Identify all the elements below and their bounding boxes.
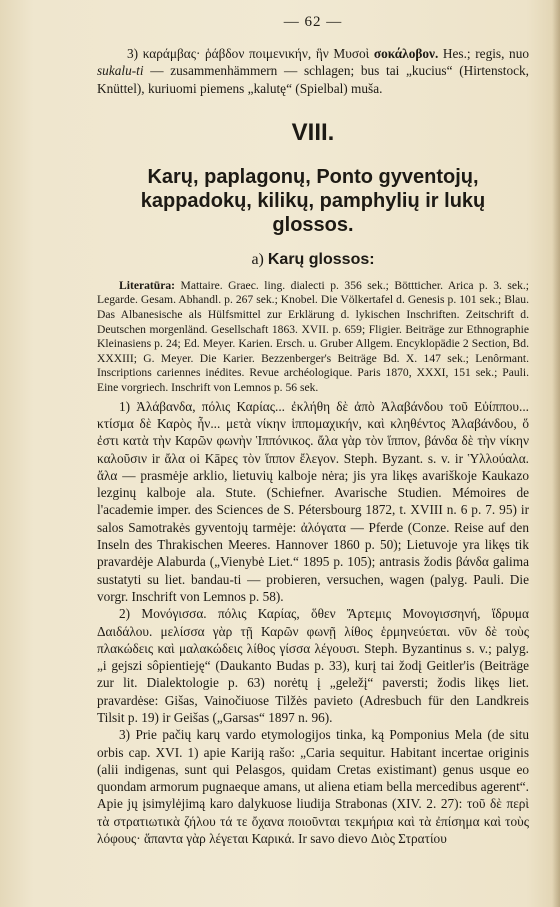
subsection-heading xyxy=(97,251,529,269)
page-number: — 62 — xyxy=(283,14,343,30)
intro-body: — zusammenhämmern — schlagen; bus tai „kucius“ (Hirtenstock, Knüttel), kuriuomi piemens „kalutę“ (Spielbal) muša. xyxy=(97,63,529,96)
intro-greek-word: σοκάλοβον. xyxy=(369,46,439,61)
literature-text: Mattaire. Graec. ling. dialecti p. 356 sek.; Böttticher. Arica p. 3. sek.; Legarde. Gesam. Abhandl. p. 267 sek.; Knobel. Die Völkertafel d. Genesis p. 101 sek.; Blau. Das Albanesische als Hülfsmittel zur Erklärung d. lykischen Inschriften. Zeitschrift d. Deutschen morgenländ. Gesellschaft 1863. XVII. p. 659; Fligier. Beiträge zur Ethnographie Kleinasiens p. 24; Ed. Meyer. Karien. Ersch. u. Gruber Allgem. Encyklopädie 2 Section, Bd. XXXIII; G. Meyer. Die Karier. Bezzenberger's Beiträge Bd. X. 147 sek.; Lenôrmant. Inscriptions cariennes inédites. Revue archéologique. Paris 1870, XXXI, 151 sek.; Pauli. Eine vorgriech. Inschrift von Lemnos p. 56 sek. xyxy=(97,278,529,395)
intro-paragraph xyxy=(97,45,529,97)
subsection-prefix: a) xyxy=(251,250,268,268)
paragraph-3: 3) Prie pačių karų vardo etymologijos tinka, ką Pomponius Mela (de situ orbis cap. XVI. 1) apie Kariją rašo: „Caria sequitur. Habitant incertae originis (alii indigenas, sunt qui Pelasgos, quidam Cretas existimant) genus usque eo quondam armorum pugnaeque amans, ut aliena etiam bella mercedibus agerent“. Apie jų įsimylėjimą karo dalykuose liudija Strabonas (XIV. 2. 27): τοῦ δὲ περὶ τὰ στρατιωτικὰ ζήλου τά τε ὄχανα ποιοῦνται τεκμήρια καὶ τὰ ἐπίσημα καὶ τοὺς λόφους· ἅπαντα γὰρ λέγεται Καρικά. Ir savo dievo Διὸς Στρατίου xyxy=(97,727,529,847)
intro-sukalu: sukalu-ti xyxy=(97,63,144,79)
intro-rest: Hes.; regis, nuo xyxy=(438,46,529,61)
chapter-heading: VIII. xyxy=(291,118,335,146)
literature-label: Literatūra: xyxy=(119,278,176,292)
intro-greek-lead: 3) καράμβας· ῥάβδον ποιμενικήν, ἣν Μυσοὶ xyxy=(127,46,370,61)
page-content xyxy=(97,14,529,847)
page-edge-shadow xyxy=(552,0,560,907)
subsection-text: Karų glossos: xyxy=(267,250,375,268)
paragraph-1: 1) Ἀλάβανδα, πόλις Καρίας... ἐκλήθη δὲ ἀπὸ Ἀλαβάνδου τοῦ Εὐίππου... κτίσμα δὲ Καρὸς ἦν... μετὰ νίκην ἱππομαχικήν, καὶ κληθέντος Ἀλαβάνδου, ὅ ἐστι κατὰ τὴν Καρῶν φωνὴν Ἱππόνικος. ἄλα γὰρ τὸν ἵππον, βάνδα δὲ τὴν νίκην καλοῦσιν ir ἄλα oi Kāpες τὸν ἵππον ἔλεγον. Steph. Byzant. s. v. ir Ὑλλούαλα. ἄλα — prasmėje arklio, lietuvių kalboje nėra; jis yra likęs avariškoje Kaukazo lezginų kalboje ala. Stute. (Schiefner. Avarische Studien. Mémoires de l'academie imper. des Sciences de S. Pétersbourg 1872, t. XVIII n. 6 p. 7. 95) ir salos Samotrakės gyventojų tarmėje: ἀλόγατα — Pferde (Conze. Reise auf den Inseln des Thrakischen Meeres. Hannover 1860 p. 50); Lietuvoje yra likęs tik pravardėje Alaburda („Vienybė Liet.“ 1895 p. 105); antrasis žodis βάνδα galima sustatyti su liet. bandau-ti — probieren, versuchen, wagen (palyg. Pauli. Die vorgr. Inschrift von Lemnos p. 58). xyxy=(97,398,529,604)
section-title: Karų, paplagonų, Ponto gyventojų, kappadokų, kilikų, pamphylių ir lukų glossos. xyxy=(140,165,486,236)
paragraph-2: 2) Μονόγισσα. πόλις Καρίας, ὅθεν Ἄρτεμις Μονογισσηνή, ἵδρυμα Δαιδάλου. μελίσσα γὰρ τῇ Καρῶν φωνῇ λίθος ἑρμηνεύεται. νῦν δὲ τοὺς πλακώδεις καὶ μαλακώδεις λίθος γίσσα λέγουσι. Steph. Byzantinus s. v.; palyg. „i gejszi sôpientieję“ (Daukanto Budas p. 33), kurį tai žodį Geitler'is (Beiträge zur lit. Dialektologie p. 63) norėtų į „geležį“ paversti; žodis likęs liet. pravardėse: Gišas, Vainočiuose Tilžės pavieto (Adresbuch für den Landkreis Tilsit p. 19) ir Geišas („Garsas“ 1897 n. 96). xyxy=(97,606,529,725)
literature-paragraph xyxy=(97,279,529,396)
